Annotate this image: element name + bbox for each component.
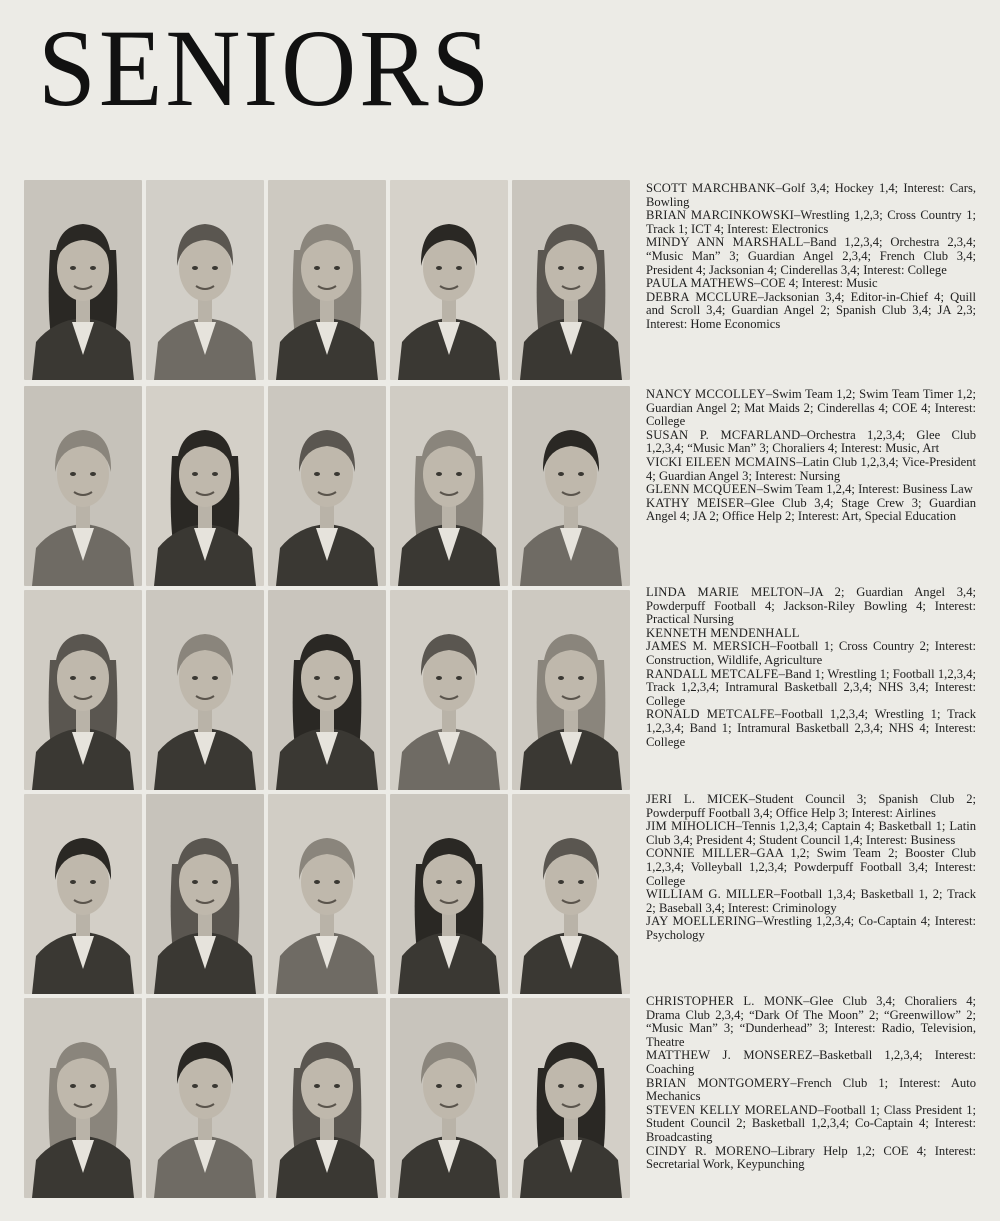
- senior-portrait-photo: [24, 998, 142, 1198]
- senior-activities: –Tennis 1,2,3,4; Captain 4; Basketball 1; Latin Club 3,4; President 4; Student Council 1,4; Interest: Business: [646, 819, 977, 847]
- senior-entry: [646, 209, 976, 236]
- senior-portrait-photo: [512, 998, 630, 1198]
- senior-entry: [646, 456, 976, 483]
- senior-portrait-photo: [268, 180, 386, 380]
- senior-activities: –Jacksonian 3,4; Editor-in-Chief 4; Quill and Scroll 3,4; Guardian Angel 2; Spanish Club 3,4; JA 2,3; Interest: Home Economics: [646, 289, 976, 331]
- senior-activities: –French Club 1; Interest: Auto Mechanics: [646, 1075, 977, 1104]
- senior-activities: –Glee Club 3,4; Stage Crew 3; Guardian Angel 4; JA 2; Office Help 2; Interest: Art, Special Education: [646, 495, 977, 524]
- senior-portrait-photo: [268, 590, 386, 790]
- senior-activities: –Band 1; Wrestling 1; Football 1,2,3,4; Track 1,2,3,4; Intramural Basketball 2,3,4; NHS 3,4; Interest: College: [646, 666, 977, 708]
- senior-name: GLENN MCQUEEN: [646, 482, 757, 497]
- senior-name: CHRISTOPHER L. MONK: [646, 994, 804, 1008]
- senior-activities: –JA 2; Guardian Angel 3,4; Powderpuff Football 4; Jackson-Riley Bowling 4; Interest: Practical Nursing: [646, 585, 976, 627]
- senior-name: CINDY R. MORENO: [646, 1143, 771, 1158]
- senior-entry: [646, 182, 976, 209]
- senior-entry: [646, 236, 976, 277]
- senior-entry: [646, 708, 976, 749]
- caption-block: [646, 586, 976, 749]
- senior-entry: [646, 995, 976, 1049]
- senior-portrait-photo: [24, 386, 142, 586]
- senior-portrait-photo: [268, 998, 386, 1198]
- senior-portrait-photo: [390, 590, 508, 790]
- senior-name: VICKI EILEEN MCMAINS: [646, 454, 797, 469]
- senior-name: JERI L. MICEK: [646, 792, 749, 806]
- senior-name: RONALD METCALFE: [646, 707, 775, 722]
- senior-name: NANCY MCCOLLEY: [646, 387, 766, 401]
- senior-entry: [646, 1049, 976, 1076]
- senior-portrait-photo: [24, 794, 142, 994]
- senior-activities: –Football 1; Class President 1; Student Council 2; Basketball 1,2,3,4; Co-Captain 4; Interest: Broadcasting: [646, 1102, 977, 1144]
- senior-name: RANDALL METCALFE: [646, 666, 779, 681]
- senior-name: DEBRA MCCLURE: [646, 289, 758, 304]
- senior-name: KATHY MEISER: [646, 495, 745, 510]
- senior-name: WILLIAM G. MILLER: [646, 887, 775, 902]
- senior-activities: –Wrestling 1,2,3,4; Co-Captain 4; Interest: Psychology: [646, 914, 976, 942]
- senior-activities: –Orchestra 1,2,3,4; Glee Club 1,2,3,4; “Music Man” 3; Choraliers 4; Interest: Music, Art: [646, 427, 976, 456]
- senior-entry: [646, 497, 976, 524]
- senior-entry: [646, 820, 976, 847]
- senior-entry: [646, 915, 976, 942]
- senior-portrait-photo: [24, 180, 142, 380]
- caption-block: [646, 182, 976, 332]
- senior-entry: [646, 640, 976, 667]
- senior-entry: [646, 586, 976, 627]
- senior-portrait-photo: [146, 794, 264, 994]
- senior-name: CONNIE MILLER: [646, 846, 751, 861]
- senior-name: LINDA MARIE MELTON: [646, 585, 804, 599]
- senior-portrait-photo: [146, 386, 264, 586]
- senior-portrait-photo: [146, 180, 264, 380]
- senior-name: JAY MOELLERING: [646, 914, 757, 929]
- senior-portrait-photo: [512, 794, 630, 994]
- senior-entry: [646, 429, 976, 456]
- senior-name: STEVEN KELLY MORELAND: [646, 1102, 818, 1117]
- senior-portrait-photo: [146, 998, 264, 1198]
- senior-portrait-photo: [390, 998, 508, 1198]
- senior-activities: –Football 1; Cross Country 2; Interest: Construction, Wildlife, Agriculture: [646, 639, 976, 667]
- senior-activities: –Basketball 1,2,3,4; Interest: Coaching: [646, 1048, 976, 1076]
- senior-name: JAMES M. MERSICH: [646, 639, 771, 654]
- senior-name: KENNETH MENDENHALL: [646, 625, 800, 640]
- senior-portrait-photo: [512, 180, 630, 380]
- senior-entry: [646, 483, 976, 497]
- senior-entry: [646, 1104, 976, 1145]
- portrait-grid: [24, 180, 634, 1200]
- senior-name: PAULA MATHEWS: [646, 276, 755, 291]
- senior-activities: –Football 1,3,4; Basketball 1, 2; Track 2; Baseball 3,4; Interest: Criminology: [646, 887, 976, 915]
- senior-activities: –Golf 3,4; Hockey 1,4; Interest: Cars, Bowling: [646, 181, 976, 209]
- senior-portrait-photo: [390, 386, 508, 586]
- senior-name: BRIAN MONTGOMERY: [646, 1075, 791, 1090]
- senior-entry: [646, 291, 976, 332]
- senior-portrait-photo: [390, 180, 508, 380]
- senior-portrait-photo: [512, 590, 630, 790]
- senior-activities: –GAA 1,2; Swim Team 2; Booster Club 1,2,3,4; Volleyball 1,2,3,4; Powderpuff Football 3,4; Interest: College: [646, 846, 976, 888]
- senior-entry: [646, 668, 976, 709]
- senior-portrait-photo: [268, 386, 386, 586]
- senior-portrait-photo: [512, 386, 630, 586]
- senior-entry: [646, 793, 976, 820]
- senior-portrait-photo: [24, 590, 142, 790]
- senior-entry: [646, 627, 976, 641]
- senior-name: MATTHEW J. MONSEREZ: [646, 1048, 813, 1063]
- senior-name: SUSAN P. MCFARLAND: [646, 427, 801, 442]
- caption-block: [646, 793, 976, 943]
- caption-block: [646, 995, 976, 1172]
- senior-activities: –COE 4; Interest: Music: [754, 276, 878, 291]
- senior-activities: –Swim Team 1,2; Swim Team Timer 1,2; Guardian Angel 2; Mat Maids 2; Cinderellas 4; COE 4; Interest: College: [646, 387, 977, 429]
- senior-activities: –Library Help 1,2; COE 4; Interest: Secretarial Work, Keypunching: [646, 1143, 976, 1172]
- senior-name: MINDY ANN MARSHALL: [646, 235, 804, 250]
- senior-activities: –Glee Club 3,4; Choraliers 4; Drama Club 2,3,4; “Dark Of The Moon” 2; “Greenwillow” 2; “Music Man” 3; “Dunderhead” 3; Interest: Radio, Television, Theatre: [646, 994, 977, 1049]
- senior-activities: –Wrestling 1,2,3; Cross Country 1; Track 1; ICT 4; Interest: Electronics: [646, 208, 976, 236]
- senior-activities: –Swim Team 1,2,4; Interest: Business Law: [756, 482, 973, 497]
- senior-entry: [646, 1145, 976, 1172]
- senior-activities: –Student Council 3; Spanish Club 2; Powderpuff Football 3,4; Office Help 3; Interest: Airlines: [646, 792, 976, 820]
- senior-entry: [646, 847, 976, 888]
- senior-name: SCOTT MARCHBANK: [646, 181, 776, 195]
- senior-entry: [646, 277, 976, 291]
- senior-entry: [646, 888, 976, 915]
- senior-activities: –Football 1,2,3,4; Wrestling 1; Track 1,2,3,4; Band 1; Intramural Basketball 2,3,4; NHS 4; Interest: College: [646, 707, 977, 749]
- senior-portrait-photo: [268, 794, 386, 994]
- senior-name: BRIAN MARCINKOWSKI: [646, 208, 795, 223]
- page-title: SENIORS: [38, 7, 493, 130]
- senior-portrait-photo: [146, 590, 264, 790]
- senior-activities: –Band 1,2,3,4; Orchestra 2,3,4; “Music Man” 3; Guardian Angel 2,3,4; French Club 3,4; President 4; Jacksonian 4; Cinderellas 3,4; Interest: College: [646, 235, 977, 277]
- senior-entry: [646, 1077, 976, 1104]
- caption-block: [646, 388, 976, 524]
- senior-entry: [646, 388, 976, 429]
- senior-name: JIM MIHOLICH: [646, 819, 736, 834]
- senior-portrait-photo: [390, 794, 508, 994]
- senior-activities: –Latin Club 1,2,3,4; Vice-President 4; Guardian Angel 3; Interest: Nursing: [646, 454, 976, 483]
